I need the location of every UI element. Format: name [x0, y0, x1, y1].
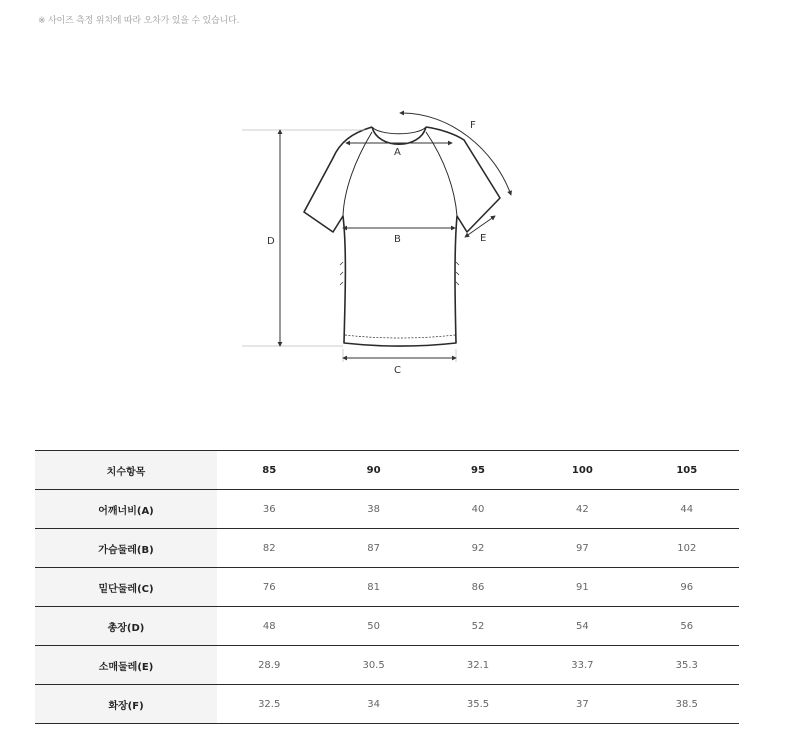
table-header-row — [35, 451, 739, 490]
table-cell: 28.9 — [217, 646, 321, 685]
table-cell: 38 — [321, 490, 425, 529]
row-label: 소매둘레(E) — [35, 646, 217, 685]
table-cell: 36 — [217, 490, 321, 529]
size-header: 85 — [217, 451, 321, 490]
table-cell: 32.5 — [217, 685, 321, 724]
table-cell: 81 — [321, 568, 425, 607]
table-row — [35, 490, 739, 529]
table-cell: 54 — [530, 607, 634, 646]
table-cell: 91 — [530, 568, 634, 607]
table-cell: 97 — [530, 529, 634, 568]
row-label: 어깨너비(A) — [35, 490, 217, 529]
table-row — [35, 607, 739, 646]
table-cell: 44 — [635, 490, 739, 529]
table-cell: 38.5 — [635, 685, 739, 724]
table-cell: 86 — [426, 568, 530, 607]
tshirt-outline — [304, 127, 500, 346]
table-cell: 50 — [321, 607, 425, 646]
dimension-label-f: F — [470, 120, 476, 131]
table-cell: 42 — [530, 490, 634, 529]
dimension-label-d: D — [267, 236, 275, 247]
table-cell: 37 — [530, 685, 634, 724]
row-label: 밑단둘레(C) — [35, 568, 217, 607]
row-label: 화장(F) — [35, 685, 217, 724]
table-cell: 96 — [635, 568, 739, 607]
header-label: 치수항목 — [35, 451, 217, 490]
table-row — [35, 529, 739, 568]
table-cell: 52 — [426, 607, 530, 646]
table-cell: 35.3 — [635, 646, 739, 685]
size-chart-table — [35, 450, 739, 724]
dimension-label-a: A — [394, 147, 401, 158]
table-cell: 40 — [426, 490, 530, 529]
table-cell: 33.7 — [530, 646, 634, 685]
table-row — [35, 685, 739, 724]
measurement-note: ※ 사이즈 측정 위치에 따라 오차가 있을 수 있습니다. — [38, 16, 240, 26]
dimension-label-e: E — [480, 233, 487, 244]
row-label: 총장(D) — [35, 607, 217, 646]
dimension-label-c: C — [394, 365, 401, 376]
table-cell: 92 — [426, 529, 530, 568]
table-cell: 48 — [217, 607, 321, 646]
table-cell: 87 — [321, 529, 425, 568]
table-cell: 32.1 — [426, 646, 530, 685]
table-cell: 30.5 — [321, 646, 425, 685]
size-header: 105 — [635, 451, 739, 490]
table-cell: 35.5 — [426, 685, 530, 724]
table-cell: 102 — [635, 529, 739, 568]
table-cell: 76 — [217, 568, 321, 607]
table-cell: 82 — [217, 529, 321, 568]
size-header: 100 — [530, 451, 634, 490]
row-label: 가슴둘레(B) — [35, 529, 217, 568]
dimension-label-b: B — [394, 234, 401, 245]
table-cell: 56 — [635, 607, 739, 646]
size-header: 90 — [321, 451, 425, 490]
table-row — [35, 646, 739, 685]
table-row — [35, 568, 739, 607]
dimension-d — [242, 130, 365, 346]
table-cell: 34 — [321, 685, 425, 724]
size-header: 95 — [426, 451, 530, 490]
